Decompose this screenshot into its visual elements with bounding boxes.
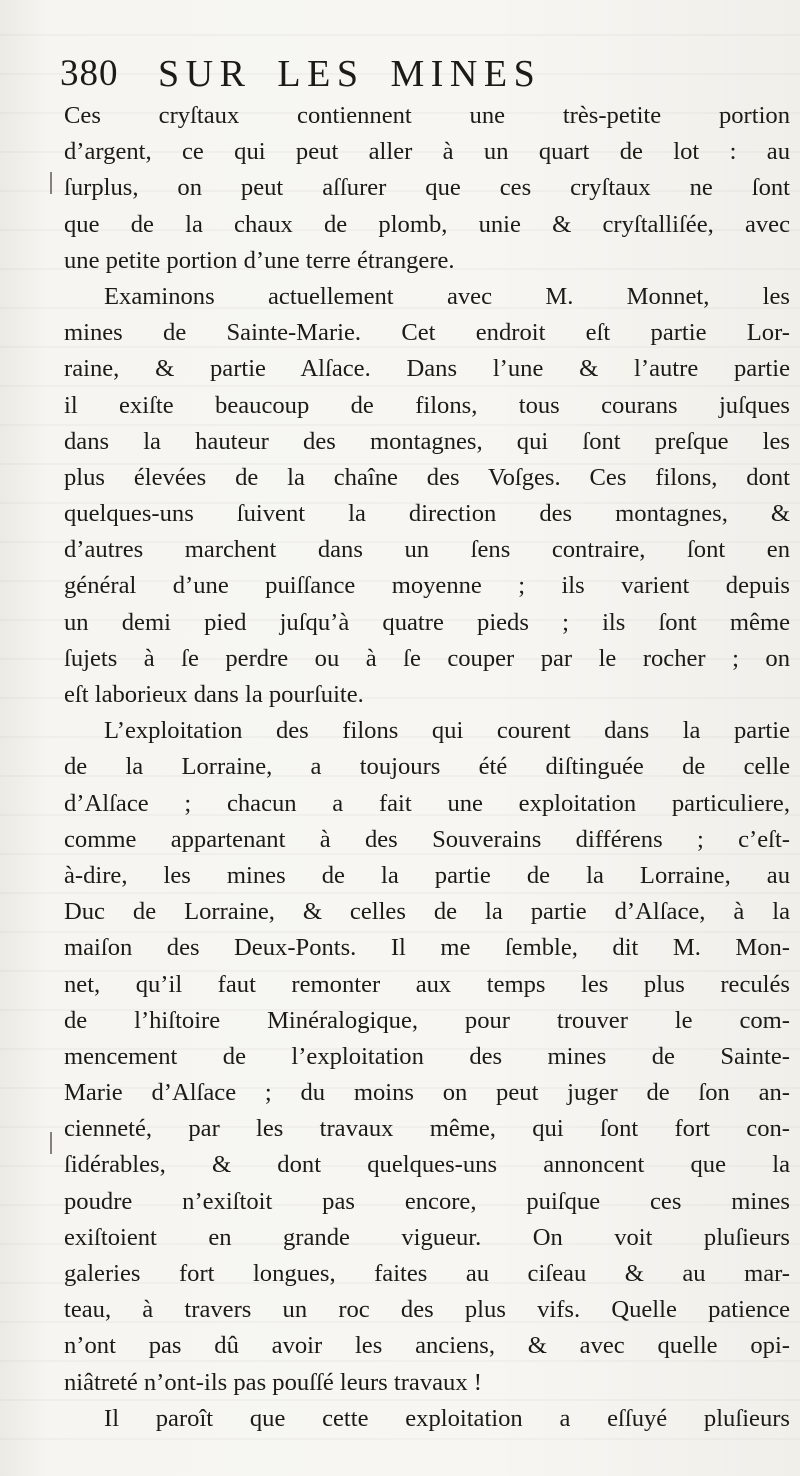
margin-mark <box>50 1132 52 1154</box>
text-line: que de la chaux de plomb, unie & cryſtalliſée, avec <box>64 210 790 238</box>
text-line: ſurplus, on peut aſſurer que ces cryſtaux ne ſont <box>64 174 790 202</box>
body-text <box>64 98 790 1437</box>
text-line: plus élevées de la chaîne des Voſges. Ces filons, dont <box>64 463 790 491</box>
text-line: raine, & partie Alſace. Dans l’une & l’autre partie <box>64 355 790 383</box>
text-line: Examinons actuellement avec M. Monnet, les <box>104 282 790 310</box>
text-line: de la Lorraine, a toujours été diſtinguée de celle <box>64 753 790 781</box>
text-line: teau, à travers un roc des plus vifs. Quelle patience <box>64 1296 790 1324</box>
text-line: galeries fort longues, faites au ciſeau & au mar- <box>64 1260 790 1287</box>
text-line: d’Alſace ; chacun a fait une exploitation particuliere, <box>64 789 790 817</box>
margin-mark <box>50 172 52 194</box>
text-line: quelques-uns ſuivent la direction des montagnes, & <box>64 500 790 528</box>
text-line: L’exploitation des filons qui courent dans la partie <box>104 717 790 745</box>
text-line: maiſon des Deux-Ponts. Il me ſemble, dit M. Mon- <box>64 934 790 962</box>
text-line: de l’hiſtoire Minéralogique, pour trouver le com- <box>64 1006 790 1034</box>
text-line: n’ont pas dû avoir les anciens, & avec quelle opi- <box>64 1332 790 1360</box>
text-line: eſt laborieux dans la pourſuite. <box>64 681 364 708</box>
text-line: à-dire, les mines de la partie de la Lorraine, au <box>64 861 790 889</box>
text-line: niâtreté n’ont-ils pas pouſſé leurs travaux ! <box>64 1368 482 1396</box>
text-line: poudre n’exiſtoit pas encore, puiſque ces mines <box>64 1187 790 1215</box>
text-line: Marie d’Alſace ; du moins on peut juger de ſon an- <box>64 1079 790 1107</box>
page-header <box>60 52 790 96</box>
text-line: ſidérables, & dont quelques-uns annoncent que la <box>64 1151 790 1179</box>
text-line: général d’une puiſſance moyenne ; ils varient depuis <box>64 572 790 600</box>
text-line: il exiſte beaucoup de filons, tous courans juſques <box>64 391 790 419</box>
page-number: 380 <box>60 53 119 94</box>
text-line: Ces cryſtaux contiennent une très-petite portion <box>64 102 790 129</box>
text-line: mencement de l’exploitation des mines de Sainte- <box>64 1042 790 1070</box>
text-line: un demi pied juſqu’à quatre pieds ; ils ſont même <box>64 608 790 636</box>
text-line: exiſtoient en grande vigueur. On voit pluſieurs <box>64 1223 790 1251</box>
text-line: une petite portion d’une terre étrangere. <box>64 246 455 274</box>
text-line: dans la hauteur des montagnes, qui ſont preſque les <box>64 427 790 455</box>
text-line: d’argent, ce qui peut aller à un quart de lot : au <box>64 138 790 166</box>
text-line: cienneté, par les travaux même, qui ſont fort con- <box>64 1115 790 1143</box>
text-line: comme appartenant à des Souverains différens ; c’eſt- <box>64 825 790 853</box>
running-title: SUR LES MINES <box>158 53 542 95</box>
text-line: net, qu’il faut remonter aux temps les plus reculés <box>64 970 790 998</box>
text-line: d’autres marchent dans un ſens contraire, ſont en <box>64 536 790 564</box>
text-line: mines de Sainte-Marie. Cet endroit eſt partie Lor- <box>64 319 790 347</box>
text-line: ſujets à ſe perdre ou à ſe couper par le rocher ; on <box>64 644 790 672</box>
text-line: Duc de Lorraine, & celles de la partie d’Alſace, à la <box>64 898 790 926</box>
text-line: Il paroît que cette exploitation a eſſuyé pluſieurs <box>104 1404 790 1432</box>
